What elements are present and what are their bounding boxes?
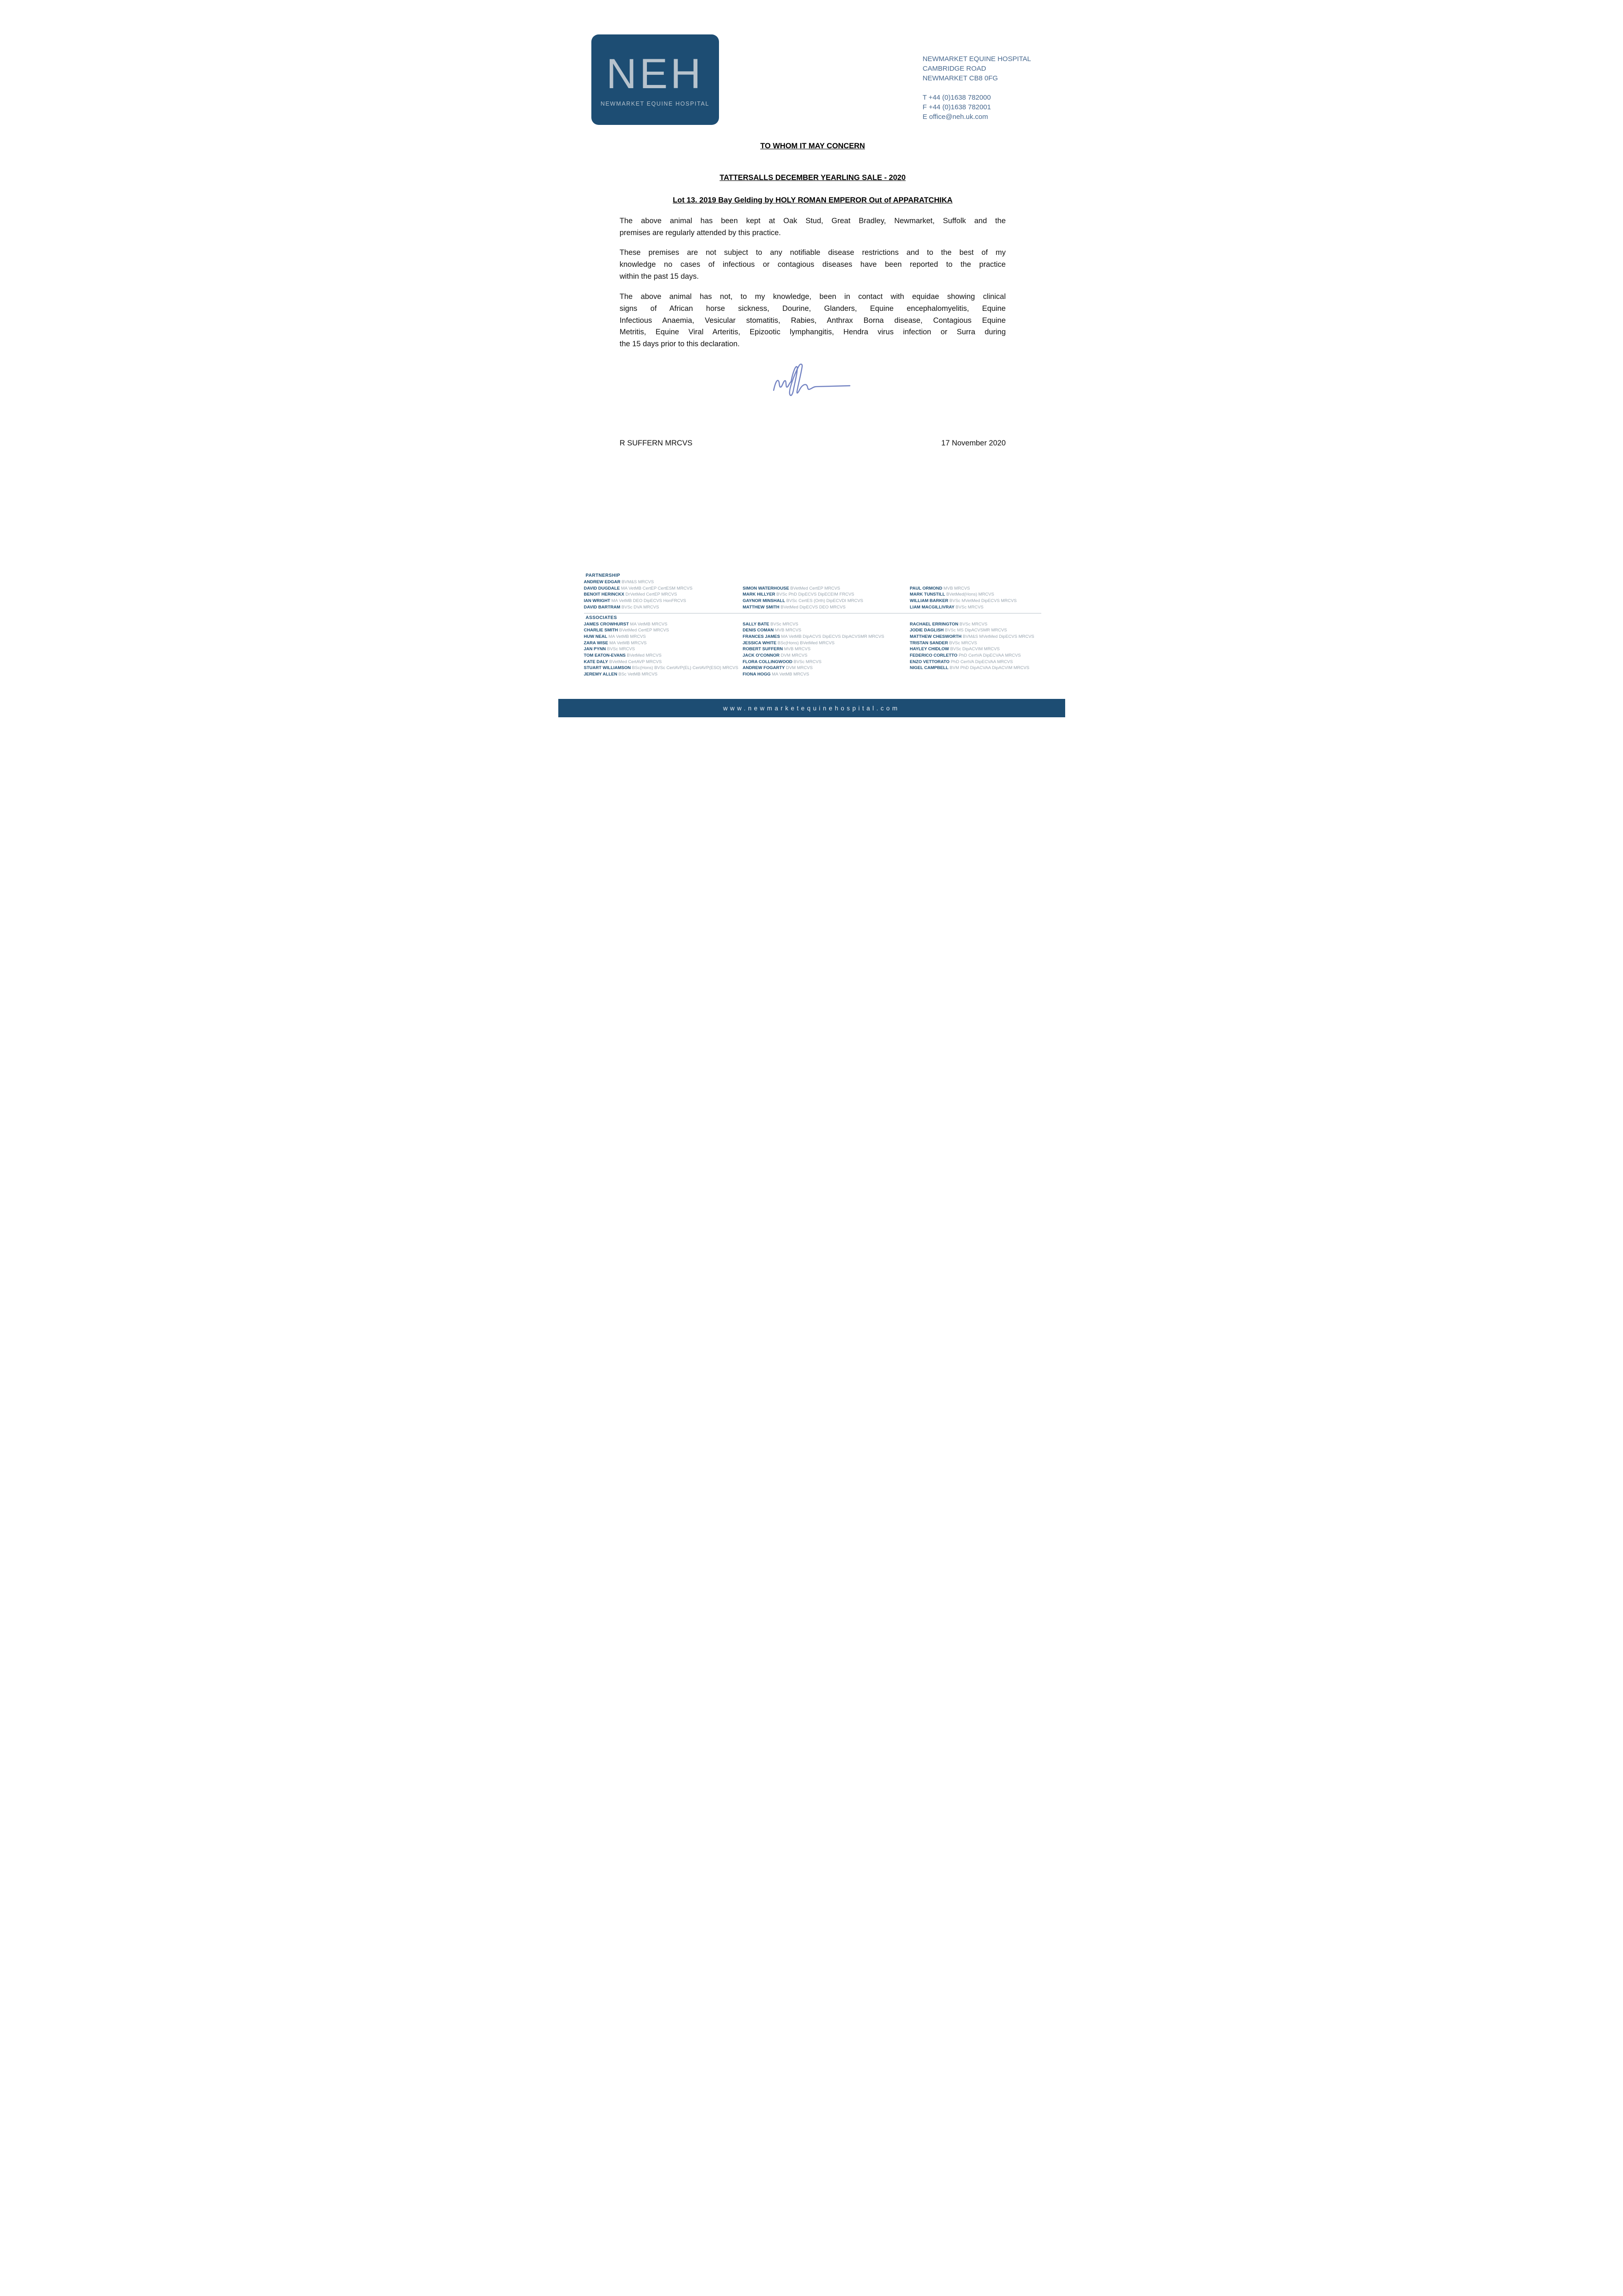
staff-qualifications: BSc(Hons) BVetMed MRCVS (776, 640, 835, 646)
partnership-column-2 (743, 579, 910, 611)
staff-qualifications: BVSc MS DipACVSMR MRCVS (943, 628, 1007, 633)
staff-member (584, 634, 743, 640)
staff-directory (584, 573, 1041, 678)
staff-qualifications: BVSc MRCVS (948, 640, 977, 646)
staff-member (743, 598, 910, 604)
paragraph-line: Infectious Anaemia, Vesicular stomatitis, Rabies, Anthrax Borna disease, Contagious Equine (619, 316, 1006, 325)
staff-name: ZARA WISE (584, 640, 608, 646)
staff-qualifications: MA VetMB DipACVS DipECVS DipACVSMR MRCVS (780, 634, 884, 639)
letter-date: 17 November 2020 (941, 439, 1006, 447)
staff-qualifications: MA VetMB DEO DipECVS HonFRCVS (610, 598, 686, 604)
staff-member (910, 627, 1041, 634)
staff-qualifications: BVSc MRCVS (958, 621, 988, 627)
staff-name: TRISTAN SANDER (910, 640, 948, 646)
staff-qualifications: BVSc PhD DipECVS DipECEIM FRCVS (775, 592, 854, 597)
paragraph-line: within the past 15 days. (619, 272, 699, 281)
staff-member (743, 653, 910, 659)
partnership-columns (584, 579, 1041, 611)
staff-name: LIAM MACGILLIVRAY (910, 604, 955, 610)
staff-qualifications: BVetMed(Hons) MRCVS (945, 592, 994, 597)
staff-member (743, 627, 910, 634)
staff-member (743, 604, 910, 611)
staff-name: FLORA COLLINGWOOD (742, 659, 792, 664)
staff-name: STUART WILLIAMSON (584, 665, 631, 671)
staff-name: IAN WRIGHT (584, 598, 611, 604)
staff-qualifications: MA VetMB MRCVS (608, 640, 647, 646)
paragraph-line: These premises are not subject to any notifiable disease restrictions and to the best of my (619, 248, 1006, 257)
staff-qualifications: BVSc MVetMed DipECVS MRCVS (948, 598, 1017, 604)
staff-name: JAMES CROWHURST (584, 621, 629, 627)
paragraph-line: The above animal has been kept at Oak Stud, Great Bradley, Newmarket, Suffolk and the (619, 217, 1006, 225)
staff-qualifications: BVetMed CertAVP MRCVS (608, 659, 662, 664)
staff-name: ROBERT SUFFERN (742, 647, 783, 652)
staff-member (910, 604, 1041, 611)
staff-qualifications: MVB MRCVS (783, 647, 811, 652)
staff-name: GAYNOR MINSHALL (742, 598, 786, 604)
staff-name: FEDERICO CORLETTO (910, 653, 958, 658)
staff-member (584, 640, 743, 647)
staff-name: HUW NEAL (584, 634, 607, 639)
staff-member (584, 665, 743, 671)
logo-hospital-name: NEWMARKET EQUINE HOSPITAL (601, 100, 709, 107)
staff-member (584, 646, 743, 653)
signature-block (620, 362, 1006, 400)
associates-label: ASSOCIATES (585, 615, 617, 620)
staff-qualifications: BSc VetMB MRCVS (617, 672, 657, 677)
staff-member (584, 621, 743, 628)
staff-name: ENZO VETTORATO (910, 659, 950, 664)
staff-member (584, 627, 743, 634)
staff-name: MATTHEW CHESWORTH (910, 634, 962, 639)
partnership-column-1 (584, 579, 743, 611)
address-line-1: NEWMARKET EQUINE HOSPITAL (922, 55, 1031, 63)
staff-qualifications: MA VetMB CertEP CertESM MRCVS (619, 585, 693, 591)
fax-line: F +44 (0)1638 782001 (922, 103, 991, 111)
staff-qualifications: MA VetMB MRCVS (629, 621, 668, 627)
associates-column-3 (910, 621, 1041, 678)
website-url: www.newmarketequinehospital.com (723, 704, 900, 712)
staff-qualifications: BVM PhD DipACVAA DipACVIM MRCVS (948, 665, 1029, 671)
staff-member (584, 659, 743, 665)
footer-bar (558, 699, 1065, 717)
staff-member (584, 671, 743, 678)
signature-handwriting (769, 362, 856, 400)
sale-title-heading (620, 174, 1006, 182)
staff-name: NIGEL CAMPBELL (910, 665, 949, 671)
paragraph-line: knowledge no cases of infectious or contagious diseases have been reported to the practice (619, 260, 1006, 269)
staff-qualifications: BVSc CertES (Orth) DipECVDI MRCVS (785, 598, 864, 604)
paragraph-line: premises are regularly attended by this practice. (619, 228, 781, 237)
staff-name: CHARLIE SMITH (584, 628, 618, 633)
staff-qualifications: DrVetMed CertEP MRCVS (624, 592, 677, 597)
staff-qualifications: BVetMed MRCVS (625, 653, 662, 658)
associates-columns (584, 621, 1041, 678)
staff-member (743, 585, 910, 592)
staff-name: DAVID DUGDALE (584, 585, 620, 591)
staff-qualifications: BVSc MRCVS (954, 604, 984, 610)
staff-qualifications: MA VetMB MRCVS (607, 634, 646, 639)
staff-member (910, 598, 1041, 604)
staff-name: TOM EATON-EVANS (584, 653, 626, 658)
staff-name: MATTHEW SMITH (742, 604, 780, 610)
paragraph-premises (620, 215, 1006, 239)
staff-qualifications: BVSc MRCVS (606, 647, 635, 652)
neh-logo (591, 34, 719, 125)
staff-name: FRANCES JAMES (742, 634, 780, 639)
staff-member (743, 671, 910, 678)
letterhead-address (923, 54, 1031, 122)
staff-qualifications: MVB MRCVS (774, 628, 802, 633)
certificate-page (558, 0, 1065, 717)
address-line-2: CAMBRIDGE ROAD (922, 65, 986, 73)
staff-member (584, 591, 743, 598)
staff-name: WILLIAM BARKER (910, 598, 949, 604)
staff-member (910, 659, 1041, 665)
associates-column-2 (743, 621, 910, 678)
paragraph-line: Metritis, Equine Viral Arteritis, Epizootic lymphangitis, Hendra virus infection or Surra during (619, 328, 1006, 337)
associates-column-1 (584, 621, 743, 678)
staff-member (584, 585, 743, 592)
logo-acronym: NEH (606, 50, 704, 97)
staff-name: DENIS COMAN (742, 628, 774, 633)
staff-member (910, 591, 1041, 598)
staff-name: SALLY BATE (742, 621, 769, 627)
staff-member (584, 653, 743, 659)
staff-member (910, 665, 1041, 671)
staff-name: ANDREW FOGARTY (742, 665, 785, 671)
signoff-row (620, 439, 1006, 448)
staff-member (743, 640, 910, 647)
staff-member (584, 604, 743, 611)
lot-title-heading (620, 196, 1006, 205)
staff-qualifications: MA VetMB MRCVS (770, 672, 809, 677)
staff-name: MARK TUNSTILL (910, 592, 945, 597)
email-line: E office@neh.uk.com (922, 113, 988, 121)
staff-qualifications: BVetMed DipECVS DEO MRCVS (779, 604, 846, 610)
staff-qualifications: PhD CertVA DipECVAA MRCVS (949, 659, 1013, 664)
staff-qualifications: BVSc MRCVS (769, 621, 798, 627)
staff-member (910, 634, 1041, 640)
phone-line: T +44 (0)1638 782000 (922, 94, 991, 101)
staff-member (743, 659, 910, 665)
staff-name: JODIE DAGLISH (910, 628, 944, 633)
staff-member (743, 634, 910, 640)
staff-name: FIONA HOGG (742, 672, 771, 677)
staff-qualifications: BVetMed CertEP MRCVS (789, 585, 840, 591)
staff-qualifications: DVM MRCVS (785, 665, 813, 671)
staff-name: MARK HILLYER (742, 592, 775, 597)
staff-member (584, 598, 743, 604)
staff-name: KATE DALY (584, 659, 608, 664)
staff-member (743, 646, 910, 653)
staff-name: ANDREW EDGAR (584, 580, 621, 585)
staff-qualifications: MVB MRCVS (942, 585, 970, 591)
partnership-section (584, 573, 1041, 611)
paragraph-line: the 15 days prior to this declaration. (619, 340, 740, 349)
staff-name: JAN PYNN (584, 647, 606, 652)
staff-name: HAYLEY CHIDLOW (910, 647, 949, 652)
staff-name: JEREMY ALLEN (584, 672, 618, 677)
staff-name: SIMON WATERHOUSE (742, 585, 789, 591)
staff-member (910, 621, 1041, 628)
partnership-label: PARTNERSHIP (585, 573, 620, 578)
staff-qualifications: PhD CertVA DipECVAA MRCVS (957, 653, 1021, 658)
signatory-name: R SUFFERN MRCVS (619, 439, 693, 447)
staff-name: PAUL ORMOND (910, 585, 943, 591)
staff-qualifications: BVSc MRCVS (792, 659, 822, 664)
staff-qualifications: BVetMed CertEP MRCVS (618, 628, 669, 633)
staff-member (910, 585, 1041, 592)
staff-name: RACHAEL ERRINGTON (910, 621, 959, 627)
paragraph-line: signs of African horse sickness, Dourine, Glanders, Equine encephalomyelitis, Equine (619, 304, 1006, 313)
address-line-3: NEWMARKET CB8 0FG (922, 74, 998, 82)
partnership-column-3 (910, 579, 1041, 611)
staff-name: JESSICA WHITE (742, 640, 777, 646)
staff-qualifications: BVM&S MVetMed DipECVS MRCVS (961, 634, 1034, 639)
paragraph-disease-restrictions (620, 247, 1006, 282)
contact-block (923, 93, 1031, 122)
staff-member (743, 591, 910, 598)
associates-section (584, 613, 1041, 678)
staff-qualifications: DVM MRCVS (779, 653, 808, 658)
staff-qualifications: BSc(Hons) BVSc CertAVP(EL) CertAVP(ESO) MRCVS (630, 665, 738, 671)
staff-qualifications: BVSc DVA MRCVS (620, 604, 659, 610)
salutation-heading (620, 142, 1006, 151)
staff-member (910, 640, 1041, 647)
staff-name: DAVID BARTRAM (584, 604, 621, 610)
staff-qualifications: BVSc DipACVIM MRCVS (949, 647, 1000, 652)
staff-member (743, 665, 910, 671)
staff-member (910, 653, 1041, 659)
salutation-text: TO WHOM IT MAY CONCERN (760, 142, 865, 150)
staff-member (743, 621, 910, 628)
staff-name: BENOIT HERINCKX (584, 592, 624, 597)
staff-member (584, 579, 743, 585)
sale-title-text: TATTERSALLS DECEMBER YEARLING SALE - 2020 (719, 174, 906, 182)
staff-qualifications: BVM&S MRCVS (620, 580, 654, 585)
staff-member (910, 646, 1041, 653)
lot-title-text: Lot 13. 2019 Bay Gelding by HOLY ROMAN EMPEROR Out of APPARATCHIKA (673, 196, 953, 204)
paragraph-contact-declaration (620, 291, 1006, 350)
staff-name: JACK O'CONNOR (742, 653, 780, 658)
paragraph-line: The above animal has not, to my knowledge, been in contact with equidae showing clinical (619, 293, 1006, 301)
